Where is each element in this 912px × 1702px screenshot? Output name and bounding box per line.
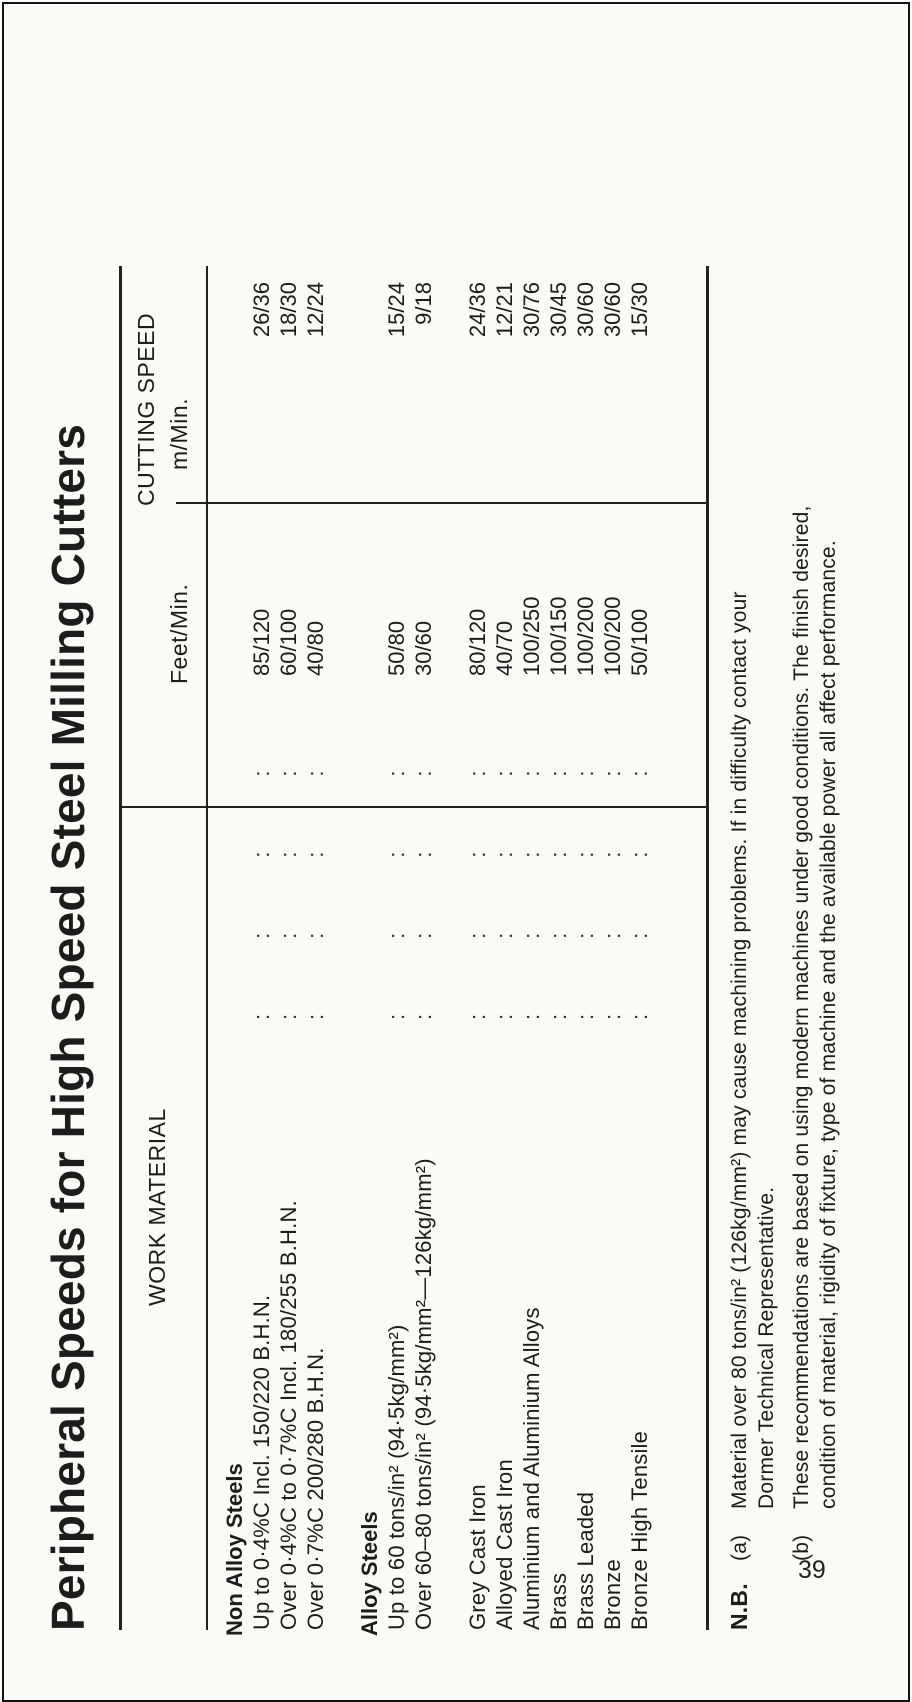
feet-cell: 40/80 [303,620,328,676]
feet-cell: 100/250 [519,596,544,676]
table-row [410,266,437,1630]
table-row [275,266,302,1630]
table-top-rule [119,266,122,1630]
leader-dots: : : : : [600,768,625,1020]
header-work-material: WORK MATERIAL [144,1108,170,1306]
leader-dots: : : : : [573,768,598,1020]
header-cutting-speed: CUTTING SPEED [133,312,159,506]
material-cell: Alloyed Cast Iron [492,1459,517,1630]
material-cell: Bronze High Tensile [627,1430,652,1630]
material-cell: Over 0·4%C to 0·7%C Incl. 180/255 B.H.N. [276,1200,301,1630]
table-row [626,266,653,1630]
table-row [302,266,329,1630]
table-row [599,266,626,1630]
page-number: 39 [798,1556,826,1584]
material-cell: Up to 0·4%C Incl. 150/220 B.H.N. [249,1294,274,1630]
metres-cell: 24/36 [465,282,490,338]
leader-dots: : : : : [303,768,328,1020]
page-title: Peripheral Speeds for High Speed Steel Milling Cutters [42,423,94,1631]
feet-cell: 60/100 [276,608,301,676]
leader-dots: : : : : [465,768,490,1020]
feet-cell: 50/80 [384,620,409,676]
note-b-label: (b) [790,1534,813,1561]
metres-cell: 30/60 [573,282,598,338]
note-a-line-1: Material over 80 tons/in² (126kg/mm²) may cause machining problems. If in difficulty contact your [728,591,751,1509]
material-cell: Up to 60 tons/in² (94·5kg/mm²) [384,1324,409,1630]
note-a-label: (a) [728,1534,751,1561]
metres-cell: 18/30 [276,282,301,338]
table-bottom-rule [706,266,709,1630]
metres-cell: 15/30 [627,282,652,338]
leader-dots: : : : : [546,768,571,1020]
material-cell: Brass [546,1572,571,1630]
leader-dots: : : : : [627,768,652,1020]
note-b-line-1: These recommendations are based on using modern machines under good conditions. The finish desired, [790,505,813,1509]
metres-cell: 30/60 [600,282,625,338]
table-row [383,266,410,1630]
table-header-rule [206,266,208,1630]
header-feet-per-min: Feet/Min. [166,583,192,684]
feet-cell: 85/120 [249,608,274,676]
feet-cell: 100/200 [573,596,598,676]
material-cell: Over 0·7%C 200/280 B.H.N. [303,1347,328,1630]
rotated-table-content [26,76,896,1636]
table-row [545,266,572,1630]
feet-cell: 30/60 [411,620,436,676]
table-row [491,266,518,1630]
table-row [248,266,275,1630]
table-row [518,266,545,1630]
header-metres-per-min: m/Min. [166,398,192,470]
metres-cell: 12/24 [303,282,328,338]
material-cell: Aluminium and Aluminium Alloys [519,1307,544,1630]
leader-dots: : : : : [384,768,409,1020]
page-frame [2,2,910,1702]
metres-cell: 30/45 [546,282,571,338]
metres-cell: 30/76 [519,282,544,338]
note-a-line-2: Dormer Technical Representative. [755,1186,778,1509]
table-row [572,266,599,1630]
nb-label: N.B. [726,1583,752,1630]
material-cell: Over 60–80 tons/in² (94·5kg/mm²—126kg/mm²) [411,1158,436,1630]
leader-dots: : : : : [411,768,436,1020]
feet-cell: 40/70 [492,620,517,676]
metres-cell: 26/36 [249,282,274,338]
feet-cell: 80/120 [465,608,490,676]
leader-dots: : : : : [492,768,517,1020]
material-cell: Bronze [600,1559,625,1630]
leader-dots: : : : : [519,768,544,1020]
material-cell: Brass Leaded [573,1491,598,1630]
leader-dots: : : : : [249,768,274,1020]
group-label-alloy: Alloy Steels [357,1511,382,1636]
material-cell: Grey Cast Iron [465,1484,490,1630]
note-b-line-2: condition of material, rigidity of fixture, type of machine and the available power all affect performance. [817,540,840,1509]
feet-cell: 100/200 [600,596,625,676]
leader-dots: : : : : [276,768,301,1020]
group-label-non-alloy: Non Alloy Steels [222,1463,247,1636]
table-row [464,266,491,1630]
metres-cell: 9/18 [411,282,436,325]
metres-cell: 12/21 [492,282,517,338]
metres-cell: 15/24 [384,282,409,338]
feet-cell: 50/100 [627,608,652,676]
feet-cell: 100/150 [546,596,571,676]
